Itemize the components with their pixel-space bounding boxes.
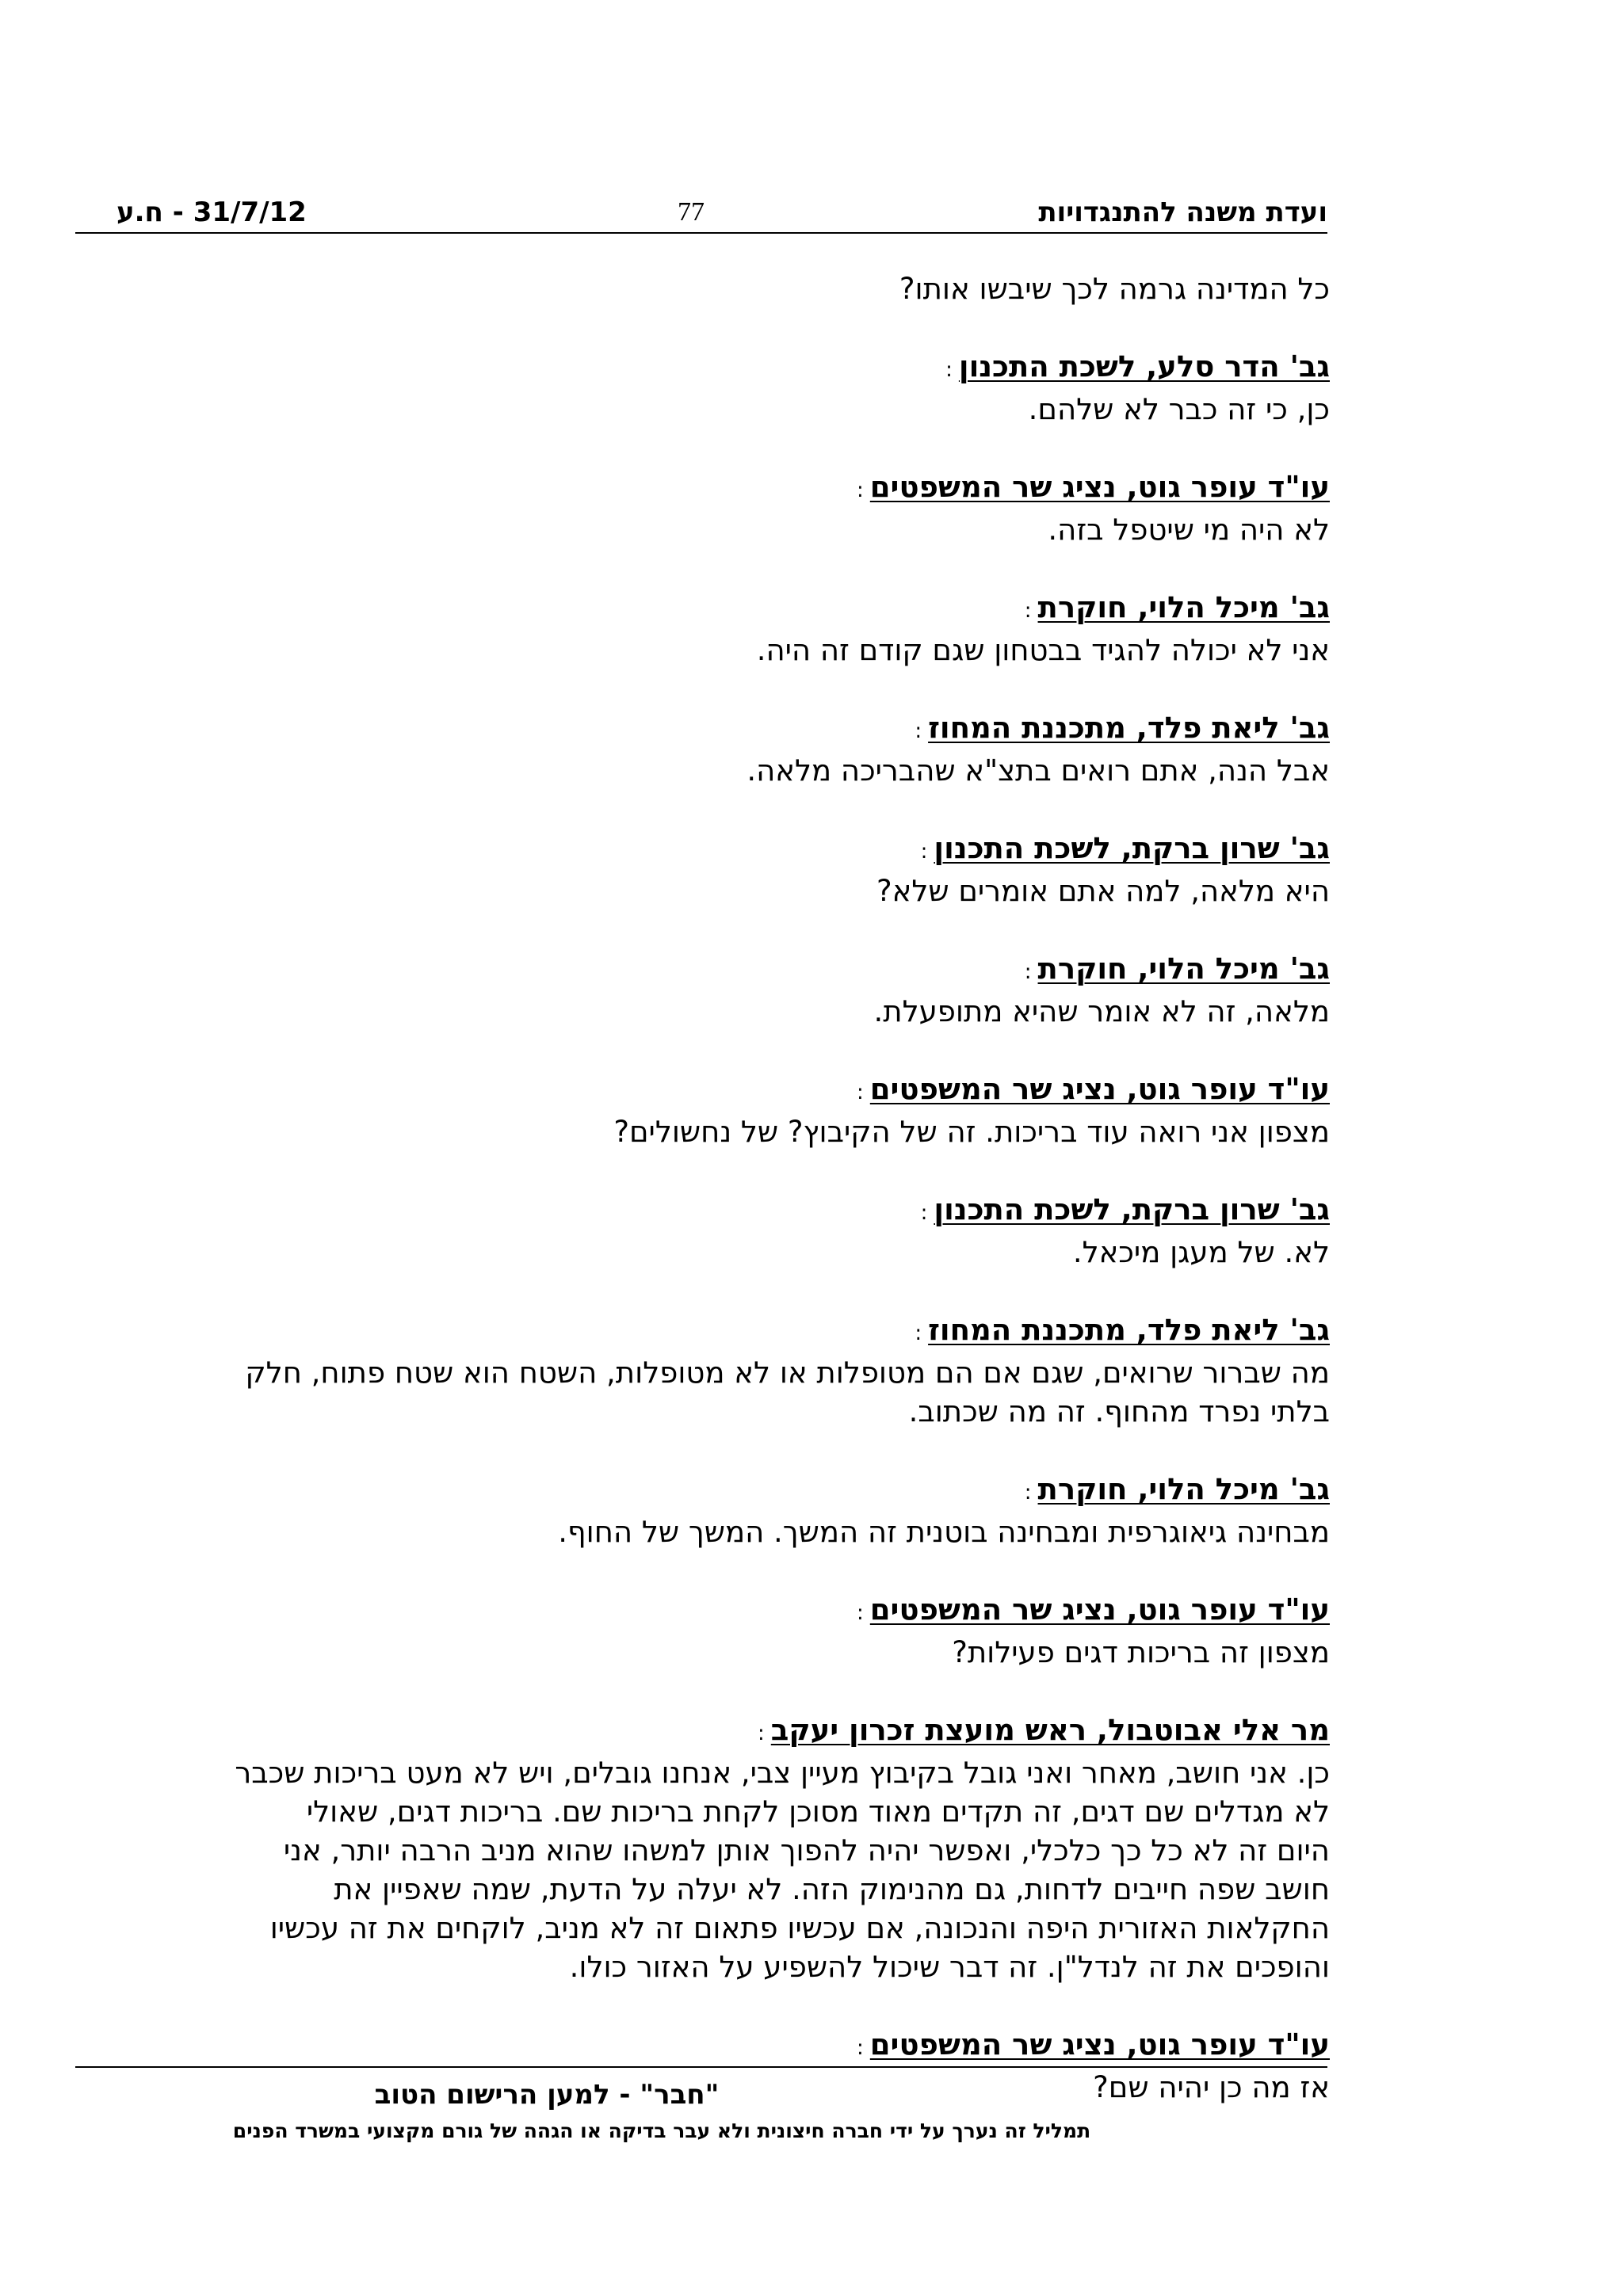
transcript-body xyxy=(74,269,1330,2107)
speaker-colon: : xyxy=(915,719,922,743)
speaker-colon: : xyxy=(857,479,864,502)
speaker-line xyxy=(74,1310,1330,1353)
speech-line: בלתי נפרד מהחוף. זה מה שכתוב. xyxy=(908,1394,1330,1428)
speech-line: כן, כי זה כבר לא שלהם. xyxy=(1028,392,1330,426)
speaker-name: עו"ד עופר גוט, נציג שר המשפטים xyxy=(869,2027,1330,2061)
speaker-name: עו"ד עופר גוט, נציג שר המשפטים xyxy=(869,1592,1330,1627)
speaker-name: גב' מיכל הלוי, חוקרת xyxy=(1037,1472,1330,1506)
speaker-line xyxy=(74,1590,1330,1633)
speech-line: לא היה מי שיטפל בזה. xyxy=(1048,513,1330,547)
page-number: 77 xyxy=(678,197,705,227)
speaker-name: גב' מיכל הלוי, חוקרת xyxy=(1037,590,1330,624)
speech-line: לא מגדלים שם דגים, זה תקדים מאוד מסוכן לקחת בריכות שם. בריכות דגים, שאולי xyxy=(306,1794,1330,1829)
speaker-name: גב' ליאת פלד, מתכננת המחוז xyxy=(928,711,1330,745)
speaker-line xyxy=(74,2025,1330,2068)
speaker-colon: : xyxy=(1024,1481,1032,1505)
speaker-turns xyxy=(74,347,1330,2107)
opening-line: כל המדינה גרמה לכך שיבשו אותו? xyxy=(899,272,1330,306)
speaker-name: גב' שרון ברקת, לשכת התכנון xyxy=(934,831,1330,865)
speech-line: מבחינה גיאוגרפית ומבחינה בוטנית זה המשך. המשך של החוף. xyxy=(558,1515,1330,1549)
speaker-line xyxy=(74,347,1330,390)
speaker-colon: : xyxy=(915,1322,922,1345)
header-divider xyxy=(75,232,1327,234)
footer-title: "חבר" - למען הרישום הטוב xyxy=(374,2079,720,2111)
speaker-colon: : xyxy=(920,1201,928,1225)
speaker-name: גב' הדר סלע, לשכת התכנון xyxy=(958,349,1330,383)
speaker-colon: : xyxy=(920,840,928,864)
speech-line: לא. של מעגן מיכאל. xyxy=(1072,1235,1330,1269)
speech-line: אני לא יכולה להגיד בבטחון שגם קודם זה היה. xyxy=(756,633,1330,667)
footer-divider xyxy=(75,2066,1327,2068)
speaker-line xyxy=(74,1470,1330,1512)
speaker-turn xyxy=(74,1310,1330,1431)
speaker-name: עו"ד עופר גוט, נציג שר המשפטים xyxy=(869,470,1330,504)
speaker-colon: : xyxy=(857,1081,864,1104)
speech-line: מצפון זה בריכות דגים פעילות? xyxy=(952,1635,1330,1669)
speaker-line xyxy=(74,829,1330,871)
speech-line: מצפון אני רואה עוד בריכות. זה של הקיבוץ? של נחשולים? xyxy=(613,1115,1330,1149)
speaker-name: מר אלי אבוטבול, ראש מועצת זכרון יעקב xyxy=(770,1713,1330,1747)
speech-line: אז מה כן יהיה שם? xyxy=(1093,2070,1330,2104)
speaker-turn xyxy=(74,1590,1330,1672)
speech-line: אבל הנה, אתם רואים בתצ"א שהבריכה מלאה. xyxy=(747,753,1330,788)
speaker-line xyxy=(74,708,1330,751)
speech-line: מלאה, זה לא אומר שהיא מתופעלת. xyxy=(873,994,1330,1028)
speaker-turn xyxy=(74,1070,1330,1151)
speaker-colon: : xyxy=(945,358,953,382)
speaker-turn xyxy=(74,1470,1330,1551)
speech-line: היא מלאה, למה אתם אומרים שלא? xyxy=(876,874,1330,908)
speech-line: מה שברור שרואים, שגם אם הם מטופלות או לא מטופלות, השטח הוא שטח פתוח, חלק xyxy=(245,1356,1330,1390)
speaker-name: גב' ליאת פלד, מתכננת המחוז xyxy=(928,1313,1330,1347)
committee-name: ועדת משנה להתנגדויות xyxy=(1038,196,1327,228)
speaker-turn xyxy=(74,467,1330,549)
speaker-turn xyxy=(74,588,1330,669)
speaker-turn xyxy=(74,949,1330,1031)
page-header xyxy=(75,193,1327,232)
speaker-line xyxy=(74,949,1330,992)
speaker-name: עו"ד עופר גוט, נציג שר המשפטים xyxy=(869,1072,1330,1106)
speaker-colon: : xyxy=(1024,599,1032,623)
speaker-turn xyxy=(74,347,1330,429)
speaker-line xyxy=(74,1070,1330,1112)
speaker-turn xyxy=(74,1711,1330,1986)
footer-disclaimer: תמליל זה נערך על ידי חברה חיצונית ולא עבר בדיקה או הגהה של גורם מקצועי במשרד הפנים xyxy=(232,2119,1091,2142)
speaker-line xyxy=(74,467,1330,510)
speaker-turn xyxy=(74,708,1330,790)
speech-line: היום זה לא כל כך כלכלי, ואפשר יהיה להפוך אותן למשהו שהוא מניב הרבה יותר, אני xyxy=(283,1833,1330,1867)
session-date: 31/7/12 - ח.ע xyxy=(116,196,307,228)
speech-line: החקלאות האזורית היפה והנכונה, אם עכשיו פתאום זה לא מניב, לוקחים את זה עכשיו xyxy=(269,1911,1330,1945)
speaker-colon: : xyxy=(857,2036,864,2060)
speech-line: כן. אני חושב, מאחר ואני גובל בקיבוץ מעיין צבי, אנחנו גובלים, ויש לא מעט בריכות שכבר xyxy=(235,1756,1330,1790)
speech-line: חושב שפה חייבים לדחות, גם מהנימוק הזה. לא יעלה על הדעת, שמה שאפיין את xyxy=(334,1872,1330,1906)
speaker-colon: : xyxy=(857,1601,864,1625)
speaker-colon: : xyxy=(1024,960,1032,984)
speaker-line xyxy=(74,1711,1330,1753)
speaker-line xyxy=(74,588,1330,631)
speaker-name: גב' שרון ברקת, לשכת התכנון xyxy=(934,1192,1330,1226)
speech-line: והופכים את זה לנדל"ן. זה דבר שיכול להשפיע על האזור כולו. xyxy=(569,1950,1330,1984)
speaker-colon: : xyxy=(758,1722,765,1745)
speaker-line xyxy=(74,1190,1330,1233)
speaker-name: גב' מיכל הלוי, חוקרת xyxy=(1037,952,1330,986)
speaker-turn xyxy=(74,1190,1330,1272)
speaker-turn xyxy=(74,829,1330,910)
